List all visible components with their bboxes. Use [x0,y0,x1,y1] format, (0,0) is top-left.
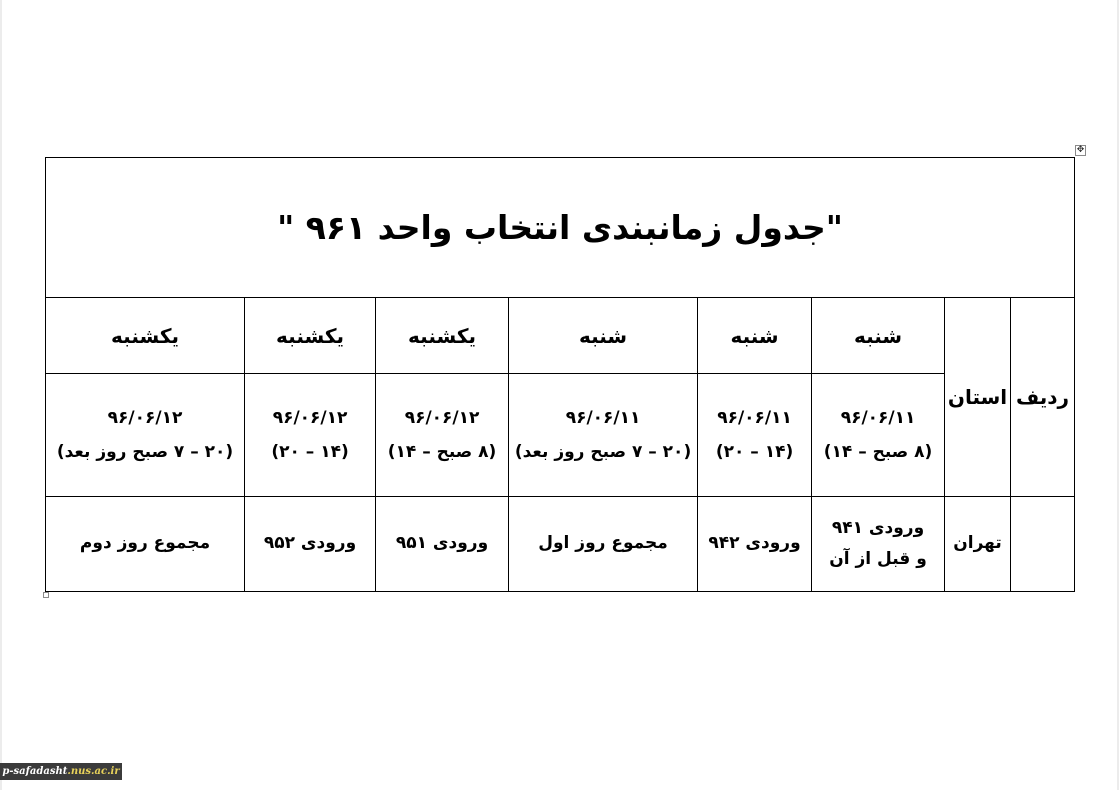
date-text: ۹۶/۰۶/۱۱ [840,408,916,429]
entry-cell [376,496,509,591]
day-cell: یکشنبه [376,298,509,374]
day-cell: شنبه [698,298,812,374]
day-row [46,298,1075,374]
time-range-text: (۲۰ – ۷ صبح روز بعد) [56,442,234,463]
header-province: استان [945,298,1011,496]
date-row [46,374,1075,496]
time-range-text: (۸ صبح – ۱۴) [823,442,933,463]
day-cell: یکشنبه [245,298,376,374]
date-text: ۹۶/۰۶/۱۱ [717,408,792,429]
watermark-suffix: .nus.ac.ir [67,766,120,777]
table-resize-handle[interactable] [43,592,49,598]
entry-cell [698,496,812,591]
time-range-text: (۲۰ – ۷ صبح روز بعد) [514,442,692,463]
watermark-prefix: p-safadasht [2,766,68,777]
entry-text: مجموع روز دوم [79,533,211,554]
table-title: "جدول زمانبندی انتخاب واحد ۹۶۱ " [46,158,1075,298]
entry-text: ورودی ۹۴۱ [831,517,925,538]
entry-text: مجموع روز اول [538,533,668,554]
entry-text: ورودی ۹۵۱ [395,533,489,554]
date-cell [812,374,945,496]
date-cell [46,374,245,496]
entry-cell [245,496,376,591]
entry-text-line2: و قبل از آن [829,548,927,569]
header-row-number: ردیف [1011,298,1075,496]
time-range-text: (۱۴ – ۲۰) [715,442,794,463]
row-number-cell [1011,496,1075,591]
time-range-text: (۱۴ – ۲۰) [271,442,349,463]
date-cell [245,374,376,496]
date-cell [376,374,509,496]
entry-cell [509,496,698,591]
date-text: ۹۶/۰۶/۱۱ [565,408,641,429]
schedule-table [45,157,1075,592]
date-text: ۹۶/۰۶/۱۲ [404,408,480,429]
entry-cell [812,496,945,591]
entry-cell [46,496,245,591]
day-cell: شنبه [509,298,698,374]
table-move-icon[interactable]: ✥ [1076,145,1085,155]
province-cell: تهران [945,496,1011,591]
site-watermark [0,763,122,780]
entry-text: ورودی ۹۴۲ [708,533,801,554]
table-row [46,496,1075,591]
date-cell [509,374,698,496]
day-cell: شنبه [812,298,945,374]
entry-text: ورودی ۹۵۲ [263,533,357,554]
day-cell: یکشنبه [46,298,245,374]
date-text: ۹۶/۰۶/۱۲ [107,408,183,429]
time-range-text: (۸ صبح – ۱۴) [387,442,497,463]
page-edge-left [0,0,2,790]
title-row [46,158,1075,298]
date-cell [698,374,812,496]
date-text: ۹۶/۰۶/۱۲ [272,408,348,429]
